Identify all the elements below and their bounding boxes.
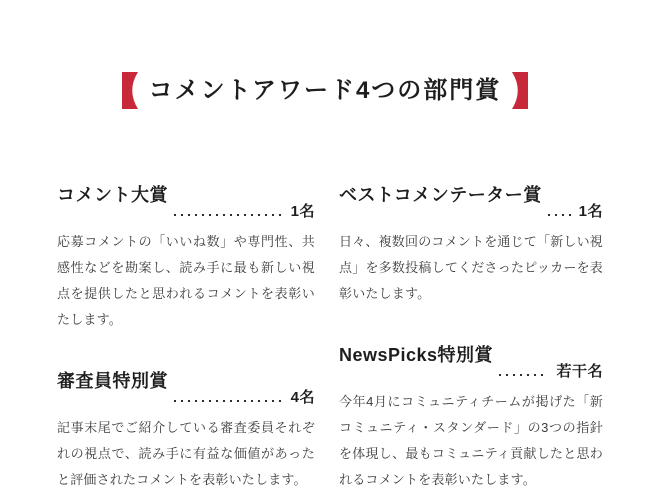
award-name: NewsPicks特別賞 [339,344,494,365]
award-header [57,169,315,221]
dotted-leader [548,214,571,216]
column-right [339,169,603,493]
award-best-commentator [339,169,603,307]
award-comment-grand-prize [57,169,315,333]
award-newspicks-special [339,329,603,493]
award-description: 記事末尾でご紹介している審査委員それぞれの視点で、読み手に有益な価値があったと評価されたコメントを表彰いたします。 [57,419,315,487]
award-judges-special [57,355,315,493]
award-name: 審査員特別賞 [57,370,168,391]
award-count: 4名 [290,388,315,406]
award-description: 今年4月にコミュニティチームが掲げた「新コミュニティ・スタンダード」の3つの指針を体現し、最もコミュニティ貢献したと思われるコメントを表彰いたします。 [339,393,603,487]
page-title: コメントアワード4つの部門賞 [148,77,502,105]
column-left [57,169,315,493]
award-name: ベストコメンテーター賞 [339,185,542,206]
left-bracket-icon [122,72,138,109]
award-description: 応募コメントの「いいね数」や専門性、共感性などを勘案し、読み手に最も新しい視点を提供したと思われるコメントを表彰いたします。 [57,234,315,328]
title-row [0,0,650,125]
award-count: 1名 [578,203,603,221]
dotted-leader [499,374,548,376]
right-bracket-icon [512,72,528,109]
award-header [339,329,603,381]
award-count: 若干名 [556,362,603,380]
dotted-leader [174,214,283,216]
columns [57,169,603,493]
award-header [339,169,603,221]
dotted-leader [174,400,283,402]
award-description: 日々、複数回のコメントを通じて「新しい視点」を多数投稿してくださったピッカーを表彰いたします。 [339,234,604,302]
award-count: 1名 [290,203,315,221]
award-name: コメント大賞 [57,185,168,206]
award-header [57,355,315,407]
